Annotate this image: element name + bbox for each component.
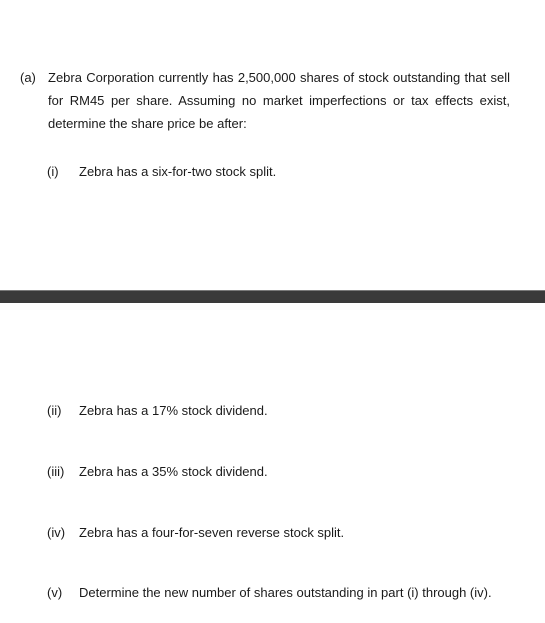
part-ii [47, 402, 268, 420]
part-label: (v) [47, 585, 63, 600]
page-divider-edge [0, 290, 545, 291]
part-text: Zebra has a four-for-seven reverse stock split. [79, 525, 345, 540]
question-text: Zebra Corporation currently has 2,500,000 shares of stock outstanding that sell for RM45 per share. Assuming no market imperfections or tax effects exist, determine the share price be after: [48, 70, 510, 131]
question-a-row [20, 66, 510, 135]
part-label: (i) [47, 164, 59, 179]
page-divider [0, 290, 545, 303]
part-text: Determine the new number of shares outstanding in part (i) through (iv). [79, 585, 492, 600]
question-a [20, 66, 510, 135]
part-iii [47, 463, 268, 481]
part-label: (iii) [47, 464, 65, 479]
question-label: (a) [20, 70, 36, 85]
part-i [47, 163, 276, 181]
part-label: (iv) [47, 525, 66, 540]
part-v [47, 584, 497, 602]
part-iv [47, 524, 344, 542]
part-text: Zebra has a six-for-two stock split. [79, 164, 277, 179]
part-text: Zebra has a 35% stock dividend. [79, 464, 268, 479]
part-label: (ii) [47, 403, 62, 418]
part-text: Zebra has a 17% stock dividend. [79, 403, 268, 418]
